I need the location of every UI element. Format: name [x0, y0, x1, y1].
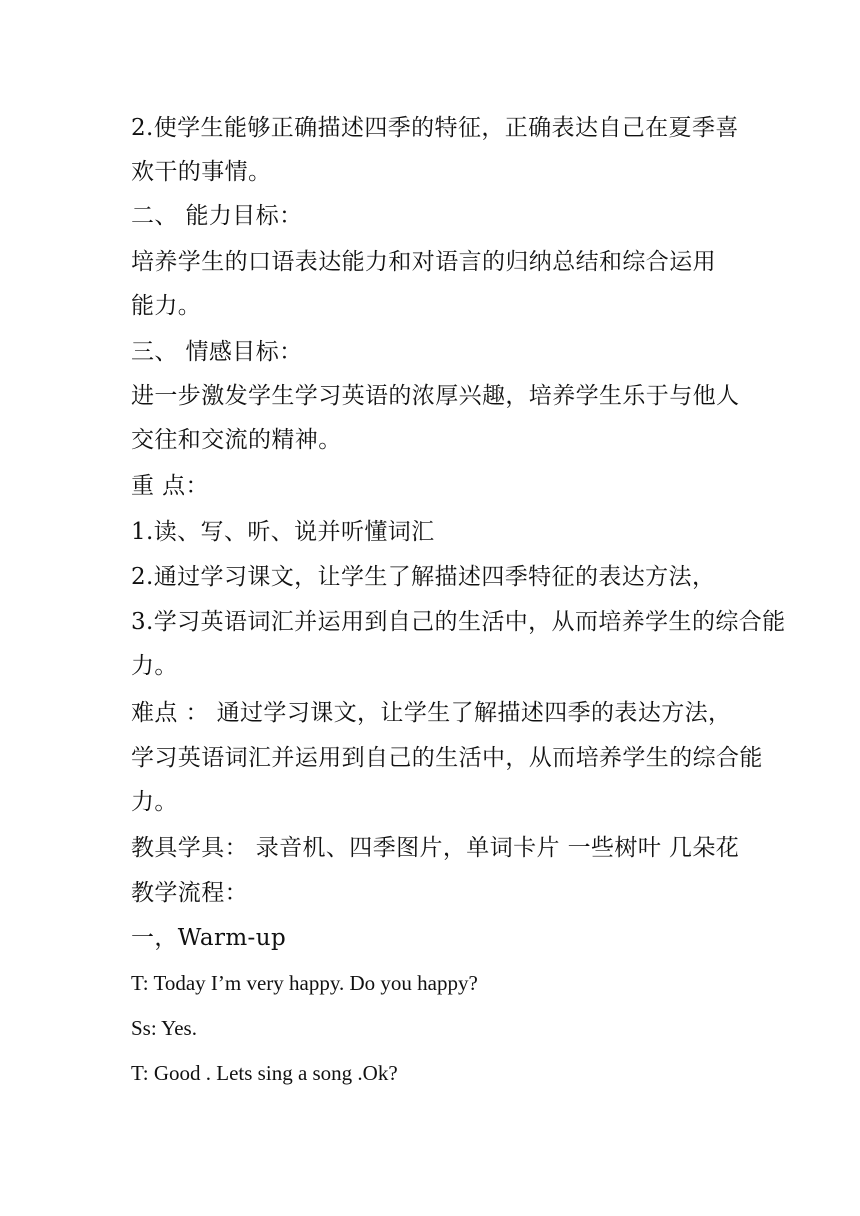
key-point-3-line-1: 3.学习英语词汇并运用到自己的生活中，从而培养学生的综合能 [131, 609, 786, 635]
dialogue-line-3: T: Good . Lets sing a song .Ok? [131, 1061, 398, 1085]
key-point-1: 1.读、写、听、说并听懂词汇 [131, 519, 435, 545]
teaching-aids-line: 教具学具： 录音机、四季图片，单词卡片 一些树叶 几朵花 [131, 835, 740, 861]
goal-2-line-2: 欢干的事情。 [131, 159, 272, 185]
warm-up-heading: 一，Warm-up [131, 925, 287, 951]
emotion-goal-heading: 三、 情感目标： [131, 339, 303, 365]
emotion-goal-line-1: 进一步激发学生学习英语的浓厚兴趣，培养学生乐于与他人 [131, 383, 740, 409]
dialogue-line-2: Ss: Yes. [131, 1016, 197, 1040]
teaching-process-heading: 教学流程： [131, 880, 248, 906]
ability-goal-line-2: 能力。 [131, 293, 202, 319]
key-point-3-line-2: 力。 [131, 653, 178, 679]
difficulty-line-3: 力。 [131, 789, 178, 815]
difficulty-line-2: 学习英语词汇并运用到自己的生活中，从而培养学生的综合能 [131, 745, 763, 771]
difficulty-line-1: 难点 ： 通过学习课文，让学生了解描述四季的表达方法， [131, 700, 732, 726]
emotion-goal-line-2: 交往和交流的精神。 [131, 427, 342, 453]
ability-goal-heading: 二、 能力目标： [131, 203, 303, 229]
goal-2-line-1: 2.使学生能够正确描述四季的特征，正确表达自己在夏季喜 [131, 115, 739, 141]
dialogue-line-1: T: Today I’m very happy. Do you happy? [131, 971, 478, 995]
key-points-heading: 重 点： [131, 473, 209, 499]
ability-goal-line-1: 培养学生的口语表达能力和对语言的归纳总结和综合运用 [131, 249, 716, 275]
key-point-2: 2.通过学习课文，让学生了解描述四季特征的表达方法， [131, 564, 716, 590]
